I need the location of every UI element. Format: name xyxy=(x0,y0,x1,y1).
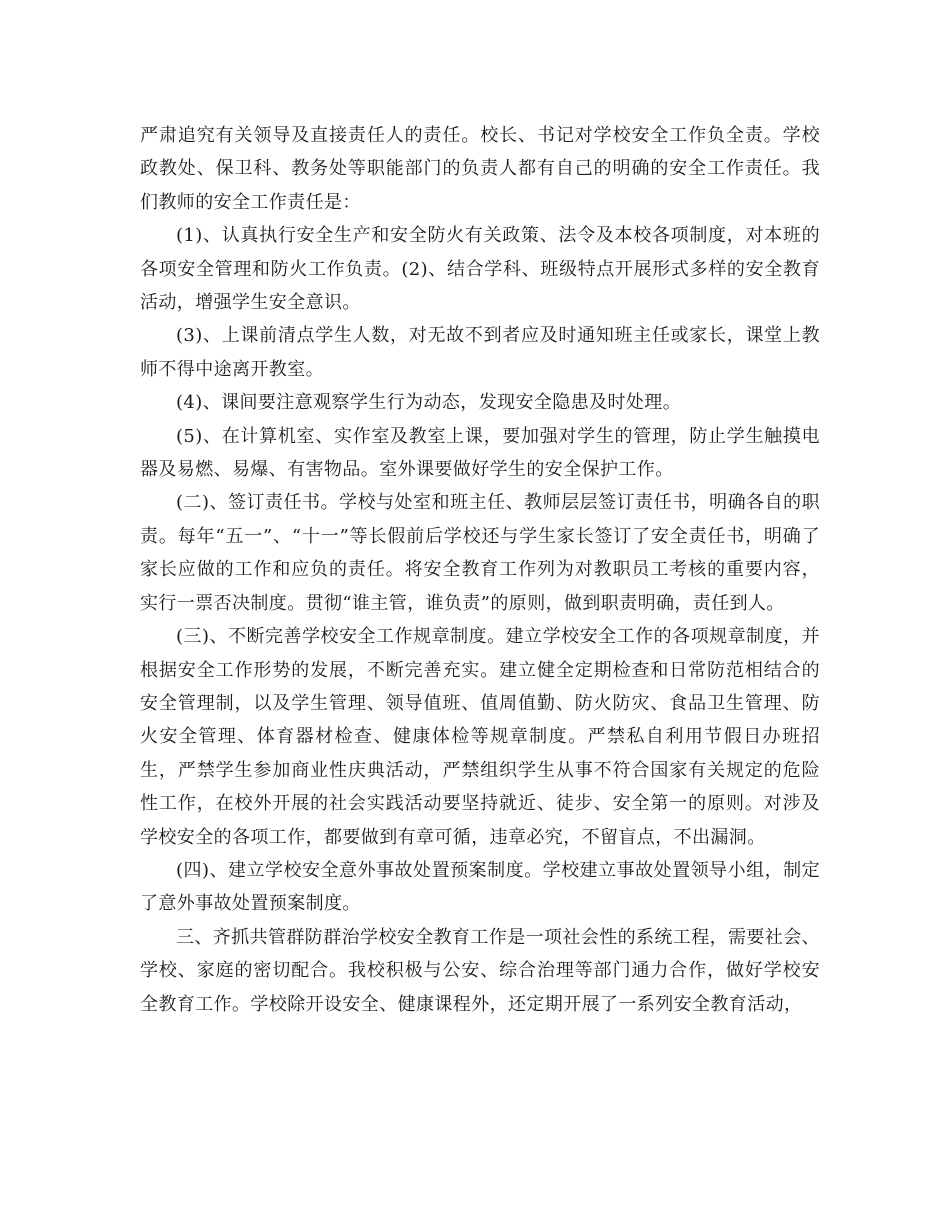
document-page xyxy=(140,119,820,1021)
paragraph: (5)、在计算机室、实作室及教室上课，要加强对学生的管理，防止学生触摸电器及易燃、易爆、有害物品。室外课要做好学生的安全保护工作。 xyxy=(140,425,820,481)
paragraph: (三)、不断完善学校安全工作规章制度。建立学校安全工作的各项规章制度，并根据安全工作形势的发展，不断完善充实。建立健全定期检查和日常防范相结合的安全管理制，以及学生管理、领导值班、值周值勤、防火防灾、食品卫生管理、防火安全管理、体育器材检查、健康体检等规章制度。严禁私自利用节假日办班招生，严禁学生参加商业性庆典活动，严禁组织学生从事不符合国家有关规定的危险性工作，在校外开展的社会实践活动要坚持就近、徒步、安全第一的原则。对涉及学校安全的各项工作，都要做到有章可循，违章必究，不留盲点，不出漏洞。 xyxy=(140,626,820,848)
paragraph: 三、齐抓共管群防群治学校安全教育工作是一项社会性的系统工程，需要社会、学校、家庭的密切配合。我校积极与公安、综合治理等部门通力合作，做好学校安全教育工作。学校除开设安全、健康课程外，还定期开展了一系列安全教育活动， xyxy=(140,926,820,1015)
paragraph: (3)、上课前清点学生人数，对无故不到者应及时通知班主任或家长，课堂上教师不得中途离开教室。 xyxy=(140,325,820,380)
paragraph: (1)、认真执行安全生产和安全防火有关政策、法令及本校各项制度，对本班的各项安全管理和防火工作负责。(2)、结合学科、班级特点开展形式多样的安全教育活动，增强学生安全意识。 xyxy=(140,225,820,314)
paragraph: (二)、签订责任书。学校与处室和班主任、教师层层签订责任书，明确各自的职责。每年“五一”、“十一”等长假前后学校还与学生家长签订了安全责任书，明确了家长应做的工作和应负的责任。将安全教育工作列为对教职员工考核的重要内容，实行一票否决制度。贯彻“谁主管，谁负责”的原则，做到职责明确，责任到人。 xyxy=(140,492,820,614)
paragraph: (4)、课间要注意观察学生行为动态，发现安全隐患及时处理。 xyxy=(176,392,682,414)
paragraph: 严肃追究有关领导及直接责任人的责任。校长、书记对学校安全工作负全责。学校政教处、保卫科、教务处等职能部门的负责人都有自己的明确的安全工作责任。我们教师的安全工作责任是： xyxy=(140,125,820,213)
paragraph: (四)、建立学校安全意外事故处置预案制度。学校建立事故处置领导小组，制定了意外事故处置预案制度。 xyxy=(140,859,820,915)
